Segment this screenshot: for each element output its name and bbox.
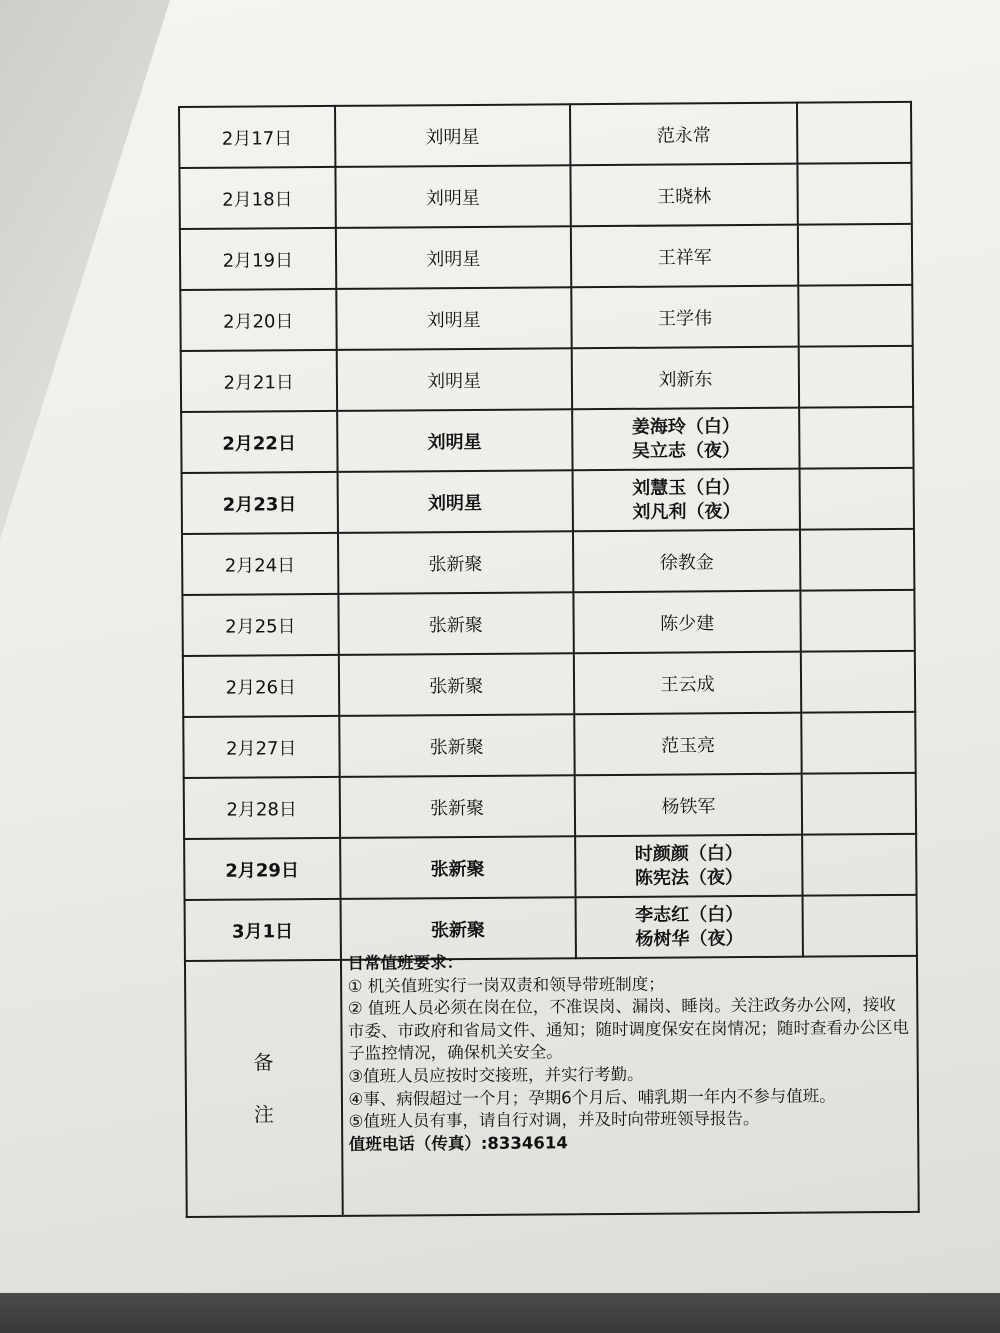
staff-cell <box>571 286 799 349</box>
date-cell: 2月18日 <box>179 167 335 229</box>
desk-surface <box>0 1293 1000 1333</box>
blank-cell <box>802 773 916 835</box>
staff-cell <box>574 713 802 776</box>
staff-name: 徐教金 <box>659 551 714 574</box>
table-row <box>183 712 915 778</box>
blank-cell <box>798 163 912 225</box>
leader-cell: 刘明星 <box>336 348 572 411</box>
leader-cell: 刘明星 <box>335 104 571 167</box>
date-cell: 2月21日 <box>181 350 337 412</box>
date-cell: 2月22日 <box>181 411 337 473</box>
leader-cell: 张新聚 <box>339 714 575 777</box>
leader-cell: 刘明星 <box>335 226 571 289</box>
staff-name: 王云成 <box>660 673 715 696</box>
staff-name: 刘慧玉（白） <box>632 476 741 499</box>
table-row <box>183 651 915 717</box>
notes-heading: 日常值班要求： <box>347 953 464 973</box>
leader-cell: 张新聚 <box>340 897 576 960</box>
duty-table <box>178 101 920 1218</box>
blank-cell <box>802 834 916 896</box>
table-row <box>182 590 914 656</box>
date-cell: 2月17日 <box>179 106 335 168</box>
table-row <box>182 529 914 595</box>
staff-name: 李志红（白） <box>635 903 744 926</box>
notes-item-5: ⑤值班人员有事，请自行对调，并及时向带班领导报告。 <box>348 1109 760 1131</box>
staff-name: 陈宪法（夜） <box>634 866 744 889</box>
date-cell: 2月24日 <box>182 533 338 595</box>
staff-cell <box>570 164 798 227</box>
date-cell: 2月28日 <box>184 777 340 839</box>
leader-cell: 刘明星 <box>336 287 572 350</box>
notes-label-char-2: 注 <box>253 1102 274 1127</box>
notes-item-2: ② 值班人员必须在岗在位，不准误岗、漏岗、睡岗。关注政务办公网，接收市委、市政府和省局文件、通知；随时调度保安在岗情况；随时查看办公区电子监控情况，确保机关安全。 <box>347 995 910 1064</box>
notes-item-1: ① 机关值班实行一岗双责和领导带班制度； <box>347 974 665 996</box>
duty-phone: 值班电话（传真）:8334614 <box>348 1133 568 1154</box>
blank-cell <box>799 407 913 469</box>
notes-label-char-1: 备 <box>253 1050 274 1075</box>
blank-cell <box>799 285 913 347</box>
staff-name: 姜海玲（白） <box>631 415 740 438</box>
table-row <box>182 468 914 534</box>
staff-name: 吴立志（夜） <box>631 439 741 462</box>
staff-cell <box>572 469 800 532</box>
blank-cell <box>798 224 912 286</box>
staff-name: 杨树华（夜） <box>635 927 744 950</box>
leader-cell: 张新聚 <box>338 531 574 594</box>
date-cell: 2月23日 <box>182 472 338 534</box>
roster-body <box>179 102 917 961</box>
staff-name: 王晓林 <box>657 185 712 208</box>
staff-name: 范玉亮 <box>660 734 716 757</box>
staff-name: 王学伟 <box>658 307 713 330</box>
leader-cell: 刘明星 <box>335 165 571 228</box>
staff-name: 刘新东 <box>658 368 713 391</box>
notes-item-3: ③值班人员应按时交接班，并实行考勤。 <box>348 1064 644 1086</box>
staff-cell <box>575 896 803 959</box>
staff-cell <box>570 103 798 166</box>
table-row <box>181 346 913 412</box>
staff-cell <box>575 774 803 837</box>
notes-row <box>185 956 919 1217</box>
table-row <box>181 407 913 473</box>
leader-cell: 刘明星 <box>337 409 573 472</box>
date-cell: 2月25日 <box>182 594 338 656</box>
staff-name: 范永常 <box>656 124 711 147</box>
blank-cell <box>803 895 917 957</box>
date-cell: 3月1日 <box>185 899 341 961</box>
staff-cell <box>575 835 803 898</box>
leader-cell: 张新聚 <box>338 592 574 655</box>
leader-cell: 刘明星 <box>337 470 573 533</box>
duty-roster <box>178 101 920 1218</box>
staff-cell <box>572 408 800 471</box>
staff-name: 刘凡利（夜） <box>632 500 741 523</box>
date-cell: 2月19日 <box>180 228 336 290</box>
blank-cell <box>797 102 911 164</box>
table-row <box>179 102 911 168</box>
table-row <box>184 773 916 839</box>
date-cell: 2月26日 <box>183 655 339 717</box>
staff-cell <box>572 347 800 410</box>
date-cell: 2月27日 <box>183 716 339 778</box>
leader-cell: 张新聚 <box>340 836 576 899</box>
blank-cell <box>800 529 914 591</box>
leader-cell: 张新聚 <box>338 653 574 716</box>
table-row <box>180 285 912 351</box>
notes-item-4: ④事、病假超过一个月；孕期6个月后、哺乳期一年内不参与值班。 <box>348 1085 836 1109</box>
date-cell: 2月20日 <box>180 289 336 351</box>
blank-cell <box>800 468 914 530</box>
staff-name: 时颜颜（白） <box>634 842 743 865</box>
table-row <box>184 834 916 900</box>
blank-cell <box>802 712 916 774</box>
staff-name: 杨铁军 <box>661 795 716 818</box>
leader-cell: 张新聚 <box>339 775 575 838</box>
staff-cell <box>571 225 799 288</box>
blank-cell <box>801 651 915 713</box>
notes-label-cell <box>185 960 342 1217</box>
staff-name: 陈少建 <box>660 612 715 635</box>
table-row <box>179 163 911 229</box>
date-cell: 2月29日 <box>184 838 340 900</box>
blank-cell <box>799 346 913 408</box>
staff-name: 王祥军 <box>657 246 712 269</box>
notes-content-cell <box>341 953 919 1216</box>
table-row <box>180 224 912 290</box>
staff-cell <box>573 530 801 593</box>
staff-cell <box>573 591 801 654</box>
blank-cell <box>801 590 915 652</box>
staff-cell <box>574 652 802 715</box>
